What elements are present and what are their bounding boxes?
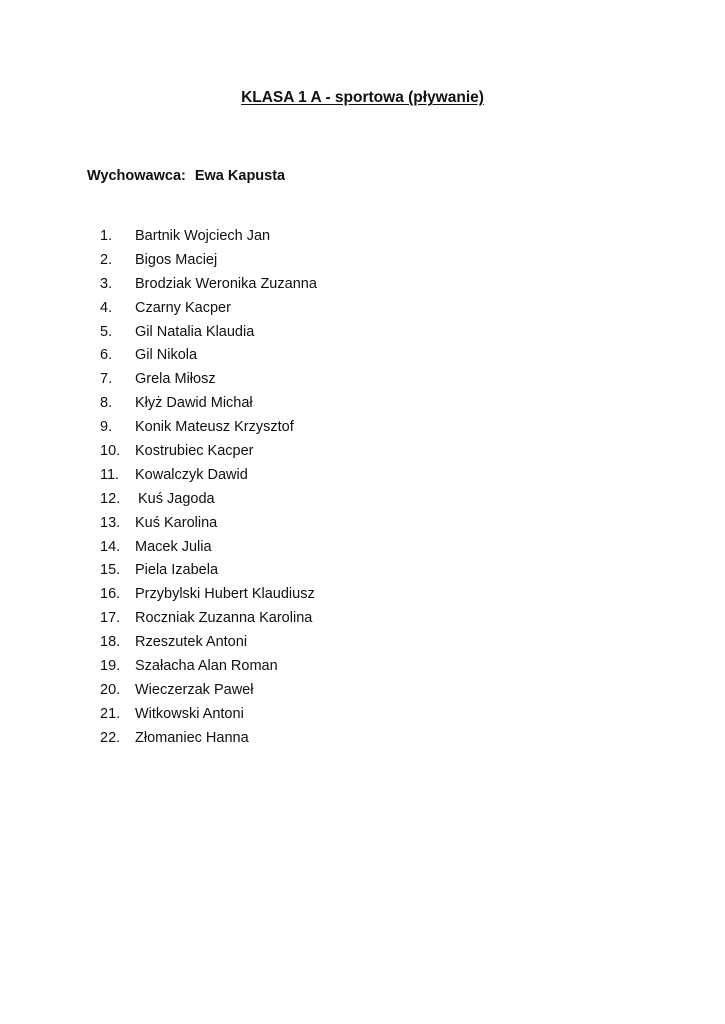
student-number: 18. [100,634,121,651]
student-name: Kowalczyk Dawid [135,466,248,483]
student-name: Witkowski Antoni [135,705,244,722]
student-number: 6. [100,347,113,364]
student-name: Gil Nikola [135,347,198,364]
student-number: 11. [100,466,120,483]
student-name: Kłyż Dawid Michał [135,395,253,412]
student-number: 2. [100,251,113,268]
student-name: Piela Izabela [135,562,219,579]
student-number: 10. [100,443,121,460]
student-number: 20. [100,681,121,698]
student-name: Kostrubiec Kacper [135,443,254,460]
student-name: Kuś Jagoda [138,490,215,507]
student-number: 22. [100,729,121,746]
student-name: Złomaniec Hanna [135,729,249,746]
student-name: Konik Mateusz Krzysztof [135,419,294,436]
student-number: 5. [100,323,113,340]
student-number: 21. [100,705,121,722]
student-name: Roczniak Zuzanna Karolina [135,610,313,627]
page-title: KLASA 1 A - sportowa (pływanie) [241,89,484,106]
teacher-name: Ewa Kapusta [194,168,286,184]
student-number: 13. [100,514,121,531]
student-number: 14. [100,538,121,555]
student-number: 9. [100,419,113,436]
student-number: 12. [100,490,121,507]
student-number: 8. [100,395,113,412]
student-number: 19. [100,658,121,675]
student-name: Wieczerzak Paweł [135,681,254,698]
student-number: 1. [100,228,113,244]
student-name: Grela Miłosz [135,371,216,388]
student-name: Macek Julia [135,538,212,555]
teacher-line [87,166,285,186]
student-number: 3. [100,275,113,292]
teacher-label: Wychowawca: [87,168,186,184]
student-name: Czarny Kacper [135,299,231,316]
student-number: 16. [100,586,121,603]
student-name: Bartnik Wojciech Jan [135,228,271,244]
student-name: Bigos Maciej [135,251,218,268]
student-number: 7. [100,371,113,388]
student-number: 15. [100,562,121,579]
student-name: Szałacha Alan Roman [135,658,278,675]
student-name: Przybylski Hubert Klaudiusz [135,586,315,603]
student-name: Kuś Karolina [135,514,218,531]
student-number: 17. [100,610,121,627]
student-number: 4. [100,299,113,316]
student-name: Rzeszutek Antoni [135,634,248,651]
student-name: Gil Natalia Klaudia [135,323,255,340]
student-name: Brodziak Weronika Zuzanna [135,275,317,292]
